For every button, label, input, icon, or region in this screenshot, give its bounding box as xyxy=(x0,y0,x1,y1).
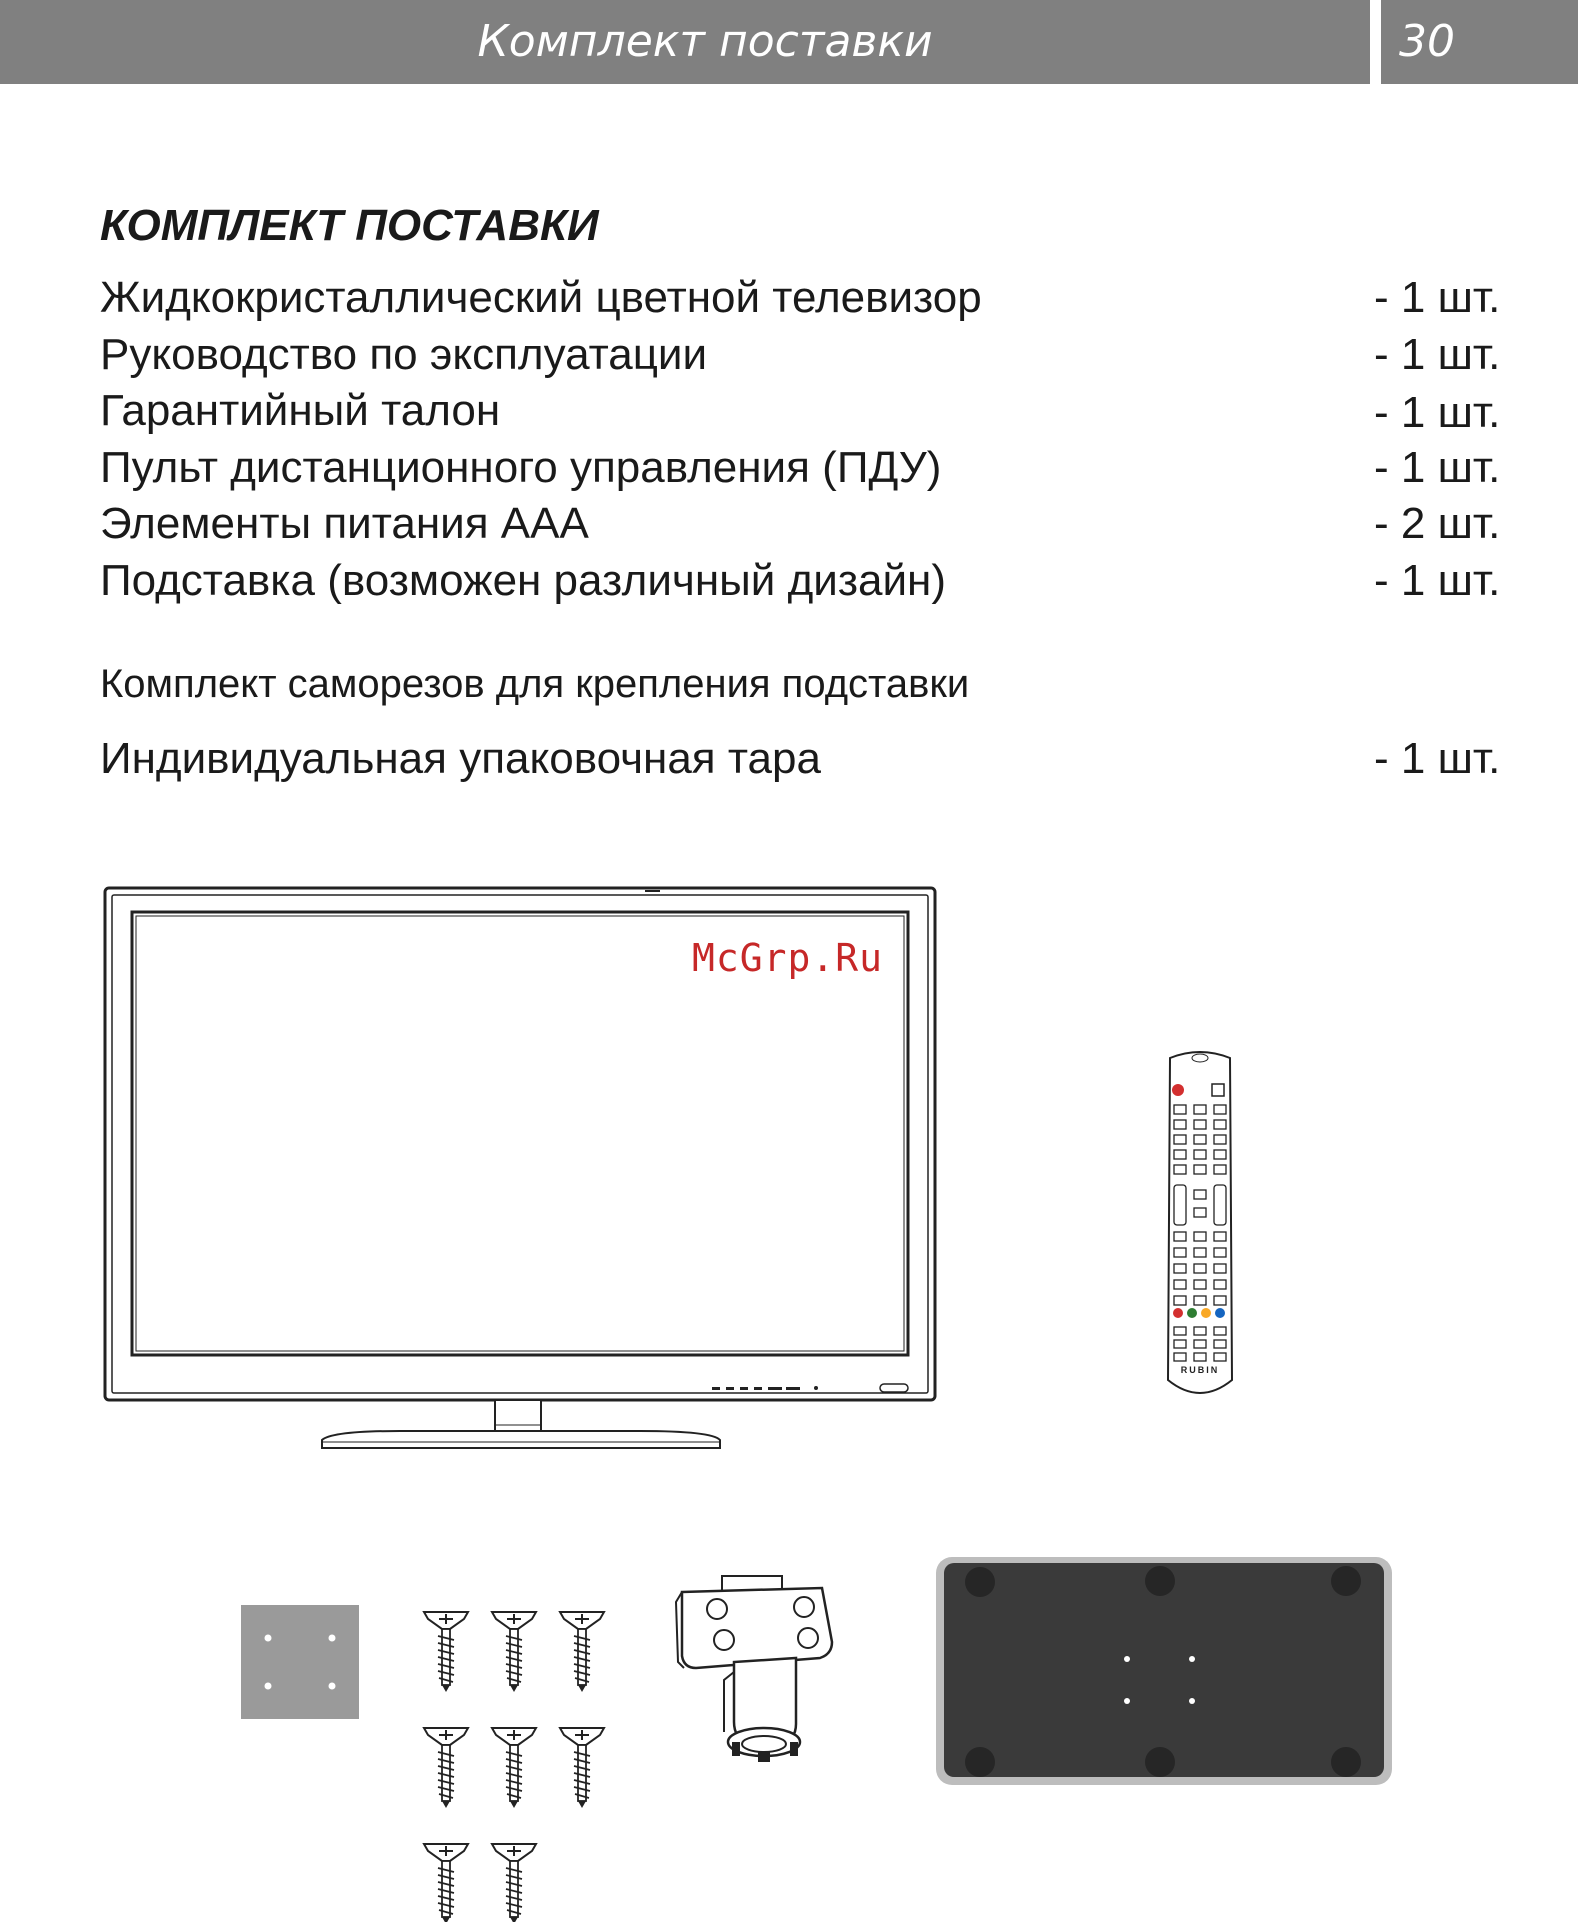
item-screws-kit: Комплект саморезов для крепления подставки xyxy=(100,662,970,706)
mounting-plate-illustration xyxy=(240,1604,360,1720)
item-remote-qty: - 1 шт. xyxy=(1374,443,1501,492)
item-tv-name: Жидкокристаллический цветной телевизор xyxy=(100,273,982,322)
item-warranty-qty: - 1 шт. xyxy=(1374,388,1501,437)
remote-control-illustration xyxy=(1160,1050,1240,1406)
item-manual-qty: - 1 шт. xyxy=(1374,330,1501,379)
watermark: McGrp.Ru xyxy=(692,936,884,980)
remote-brand-label: RUBIN xyxy=(1180,1365,1220,1375)
item-warranty-name: Гарантийный талон xyxy=(100,386,501,435)
section-title: КОМПЛЕКТ ПОСТАВКИ xyxy=(100,201,599,250)
item-remote-name: Пульт дистанционного управления (ПДУ) xyxy=(100,443,942,492)
page-number-box xyxy=(1381,0,1578,84)
page-number: 30 xyxy=(1399,16,1455,67)
item-packaging-name: Индивидуальная упаковочная тара xyxy=(100,734,821,783)
item-batteries-qty: - 2 шт. xyxy=(1374,499,1501,548)
item-batteries-name: Элементы питания ААА xyxy=(100,499,589,548)
item-manual-name: Руководство по эксплуатации xyxy=(100,330,708,379)
page-header-title: Комплект поставки xyxy=(477,16,933,67)
stand-neck-illustration xyxy=(672,1572,854,1772)
item-tv-qty: - 1 шт. xyxy=(1374,273,1501,322)
screws-illustration xyxy=(420,1608,610,1922)
item-stand-qty: - 1 шт. xyxy=(1374,556,1501,605)
item-stand-name: Подставка (возможен различный дизайн) xyxy=(100,556,947,605)
item-packaging-qty: - 1 шт. xyxy=(1374,734,1501,783)
stand-base-illustration xyxy=(934,1555,1394,1787)
